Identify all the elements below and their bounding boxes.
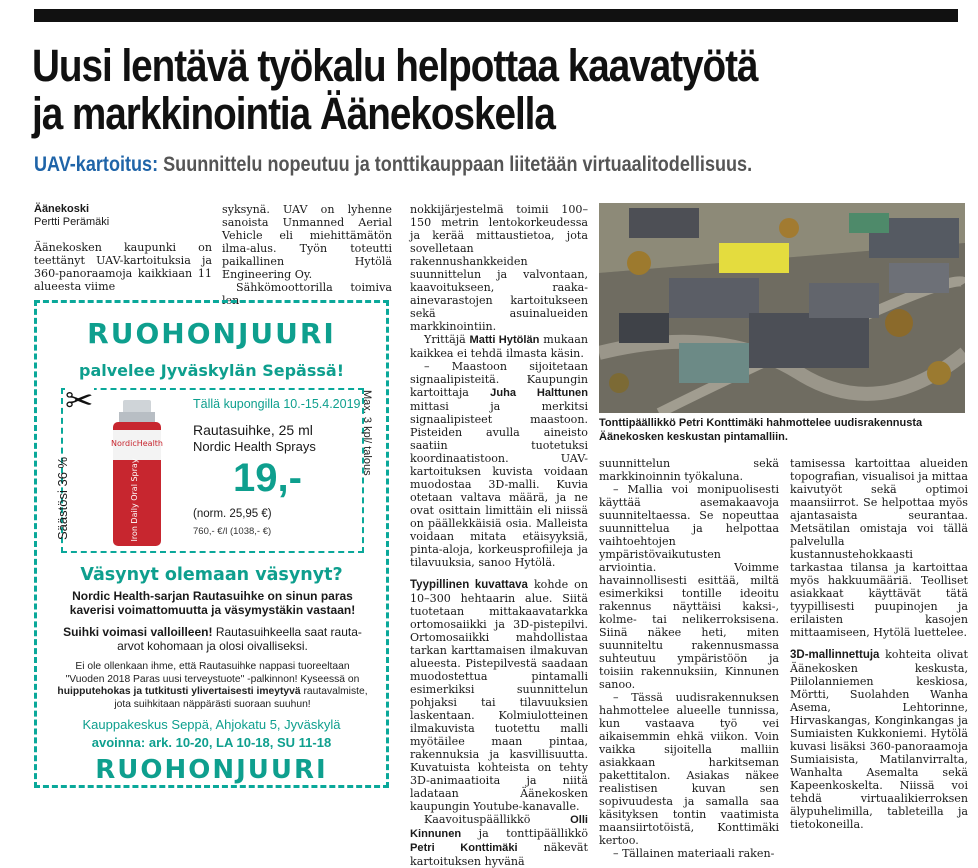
ad-text: Ei ole ollenkaan ihme, että Rautasuihke nappasi tuoreeltaan "Vuoden 2018 Paras uusi terveystuote" -palkinnon! Kyseessä on — [65, 661, 360, 685]
paragraph: tamisessa kartoittaa alueiden topografian, visualisoi ja mittaa kaivutyöt sekä optimoi maansiirrot. Se helpottaa myös ajantasaista seurantaa. Metsätilan omistaja voi tällä palvelulla kustannustehokkaasti tarkastaa tilansa ja kartoittaa myös hakkuumääriä. Teolliset asiakkaat käyttävät tätä tyypillisesti puupinojen ja erilaisten kasojen mittaamiseen, Hytölä luettelee. — [790, 457, 968, 639]
product-label: Iron Daily Oral Spray — [130, 458, 139, 542]
paragraph: Äänekosken kaupunki on teettänyt UAV-kartoituksia ja 360-panoraamoja kaikkiaan 11 alueesta viime — [34, 241, 212, 293]
column-4 — [599, 457, 779, 860]
price: 19,- — [233, 456, 302, 500]
paragraph — [410, 578, 588, 813]
byline-place: Äänekoski — [34, 203, 90, 215]
product-maker: Nordic Health Sprays — [193, 439, 316, 454]
paragraph: Sähkömoottorilla toimiva len- — [222, 281, 392, 307]
scissors-icon: ✂ — [65, 381, 94, 421]
person-name: Juha Halttunen — [490, 387, 588, 399]
column-3 — [410, 203, 588, 868]
unit-price: 760,- €/l (1038,- €) — [193, 526, 272, 537]
paragraph: nokkijärjestelmä toimii 100–150 metrin lentokorkeudessa ja kerää mittaustietoa, jota sovelletaan rakennushankkeiden suunnittelun ja valvontaan, kaavoitukseen, raaka-ainevarastojen kartoitukseen sekä asuinalueiden markkinointiin. — [410, 203, 588, 333]
ad-opening-hours: avoinna: ark. 10-20, LA 10-18, SU 11-18 — [91, 735, 332, 750]
ad-paragraph — [55, 625, 370, 653]
headline — [32, 42, 832, 138]
text: Yrittäjä — [424, 333, 470, 346]
ad-brand-footer: RUOHONJUURI — [95, 755, 328, 785]
intertitle: 3D-mallinnettuja — [790, 649, 880, 661]
kicker: UAV-kartoitus: — [34, 153, 159, 176]
top-rule — [34, 9, 958, 22]
text: ja tonttipäällikkö — [461, 827, 588, 840]
purchase-limit: Max. 3 kpl/ talous — [361, 390, 373, 476]
ad-headline: Väsynyt olemaan väsynyt? — [80, 565, 343, 585]
column-1 — [34, 203, 212, 293]
headline-line-2: ja markkinointia Äänekoskella — [32, 88, 555, 139]
product-brand: NordicHealth — [111, 439, 163, 448]
product-bottle-image — [107, 400, 167, 548]
ad-text: rautavalmiste, jota suihkitaan näppärästi suoraan suuhun! — [114, 686, 368, 710]
ad-text: Rautasuihkeella saat rauta-arvot kohomaan ja olosi oivalliseksi. — [117, 625, 362, 653]
aerial-photo — [599, 203, 965, 413]
ad-address: Kauppakeskus Seppä, Ahjokatu 5, Jyväskylä — [82, 717, 341, 732]
byline-author: Pertti Perämäki — [34, 216, 110, 228]
person-name: Olli Kinnunen — [410, 814, 588, 840]
ad-brand: RUOHONJUURI — [87, 317, 336, 350]
text: näkevät kartoituksen hyvänä — [410, 841, 588, 868]
person-name: Petri Konttimäki — [410, 842, 518, 854]
text: – Maastoon sijoitetaan signaalipisteitä. Kaupungin kartoittaja — [410, 360, 588, 399]
paragraph: – Mallia voi monipuolisesti käyttää asemakaavoja suunniteltaessa. Se nopeuttaa suunnittelua ja helpottaa vaihtoehtojen ympäristövaikutusten arviointia. Voimme havainnollisesti esittää, miltä esimerkiksi tontille ideoitu rakennus näyttäisi kaksi-, kolme- tai nelikerroksisena. Siinä näkee heti, miten suunniteltu rakennusmassa suhteutuu ympäristöön ja toisiin rakennuksiin, Kinnunen sanoo. — [599, 483, 779, 691]
photo-caption: Tonttipäällikkö Petri Konttimäki hahmottelee uudisrakennusta Äänekosken keskustan pintamalliin. — [599, 417, 923, 443]
ad-slogan: palvelee Jyväskylän Sepässä! — [79, 361, 344, 380]
ad-paragraph — [55, 661, 370, 711]
dek: Suunnittelu nopeutuu ja tonttikauppaan liitetään virtuaalitodellisuus. — [163, 153, 753, 176]
paragraph — [790, 648, 968, 831]
paragraph — [410, 813, 588, 868]
product-name: Rautasuihke, 25 ml — [193, 422, 313, 438]
ad-bold-text: huipputehokas ja tutkitusti ylivertaisesti imeytyvä — [57, 686, 301, 697]
subheadline — [34, 153, 752, 177]
normal-price: (norm. 25,95 €) — [193, 508, 272, 520]
paragraph: – Tässä uudisrakennuksen hahmottelee alueelle tunnissa, kun vastaava työ vei aikaisemmin ehkä viikon. Voin vaikka sijoitella malliin asiakkaan harkitseman pakettitalon. Asiakas näkee realistisen kuvan sen sopivuudesta ja samalla saa käsityksen tontin vaatimista maansiirtotöistä, Konttimäki kertoo. — [599, 691, 779, 847]
text: kohteita olivat Äänekosken keskusta, Piilolanniemen keskiosa, Mörtti, Suolahden Wanha Asema, Lehtorinne, Hirvaskangas, Konginkangas ja Sumiaisten Kukkoniemi. Hytölä kuvasi lisäksi 360-panoraamoja Sumiaisista, Matilanvirralta, Wanhalta Asemalta sekä Kapeenkoskelta. Niissä voi tehdä virtuaalikierroksen älypuhelimilla, tableteilla ja tietokoneilla. — [790, 648, 968, 831]
text: Kaavoituspäällikkö — [424, 813, 571, 826]
intertitle: Tyypillinen kuvattava — [410, 579, 528, 591]
coupon-title: Tällä kupongilla 10.-15.4.2019 — [193, 397, 361, 411]
text: kohde on 10–300 hehtaarin alue. Siitä tuotetaan mittakaavatarkka ortomosaiikki ja 3D-pistepilvi. Ortomosaiikki mahdollistaa tarkan karttamaisen ilmakuvan alueesta. Pistepilvestä saadaan muodostettua pintamalli esimerkiksi suunnittelun pohjaksi tai tilavuuksien laskentaan. Kolmiulotteinen ilmakuvista tuotettu malli myötäilee maan pintaa, rakennuksia ja kasvillisuutta. Kuvatuista kohteista on tehty 3D-animaatioita ja niitä ladataan Äänekosken kaupungin Youtube-kanavalle. — [410, 578, 589, 813]
paragraph — [410, 360, 588, 569]
text: mittasi ja merkitsi signaalipisteet maastoon. Pisteiden avulla aineisto saatiin tuotetuksi koordinaatistoon. UAV-kartoituksen kuvista voidaan muodostaa 3D-malli. Kuvia otetaan valtava määrä, ja ne ovat osittain limittäin eli niissä on päällekkäisiä osia. Malleista voidaan mitata etäisyyksiä, pinta-aloja, korkeusprofiileja ja tilavuuksia, sanoo Hytölä. — [410, 400, 588, 569]
column-2 — [222, 203, 392, 307]
paragraph — [410, 333, 588, 360]
discount-label: Säästösi 36 % — [55, 456, 70, 540]
text: mukaan kaikkea ei tehdä ilmasta käsin. — [410, 333, 588, 360]
column-5 — [790, 457, 968, 831]
ad-paragraph: Nordic Health-sarjan Rautasuihke on sinun paras kaverisi voimattomuutta ja väsymystäkin vastaan! — [69, 589, 356, 617]
coupon — [55, 388, 373, 553]
paragraph: syksynä. UAV on lyhenne sanoista Unmanned Aerial Vehicle eli miehittämätön ilma-alus. Työn toteutti paikallinen Hytölä Engineering Oy. — [222, 203, 392, 281]
paragraph: – Tällainen materiaali raken- — [613, 847, 775, 860]
person-name: Matti Hytölän — [469, 334, 540, 346]
advertisement — [34, 300, 389, 788]
paragraph: suunnittelun sekä markkinoinnin työkaluna. — [599, 457, 779, 483]
ad-bold-text: Suihki voimasi valloilleen! — [63, 625, 213, 639]
headline-line-1: Uusi lentävä työkalu helpottaa kaavatyötä — [32, 40, 758, 91]
